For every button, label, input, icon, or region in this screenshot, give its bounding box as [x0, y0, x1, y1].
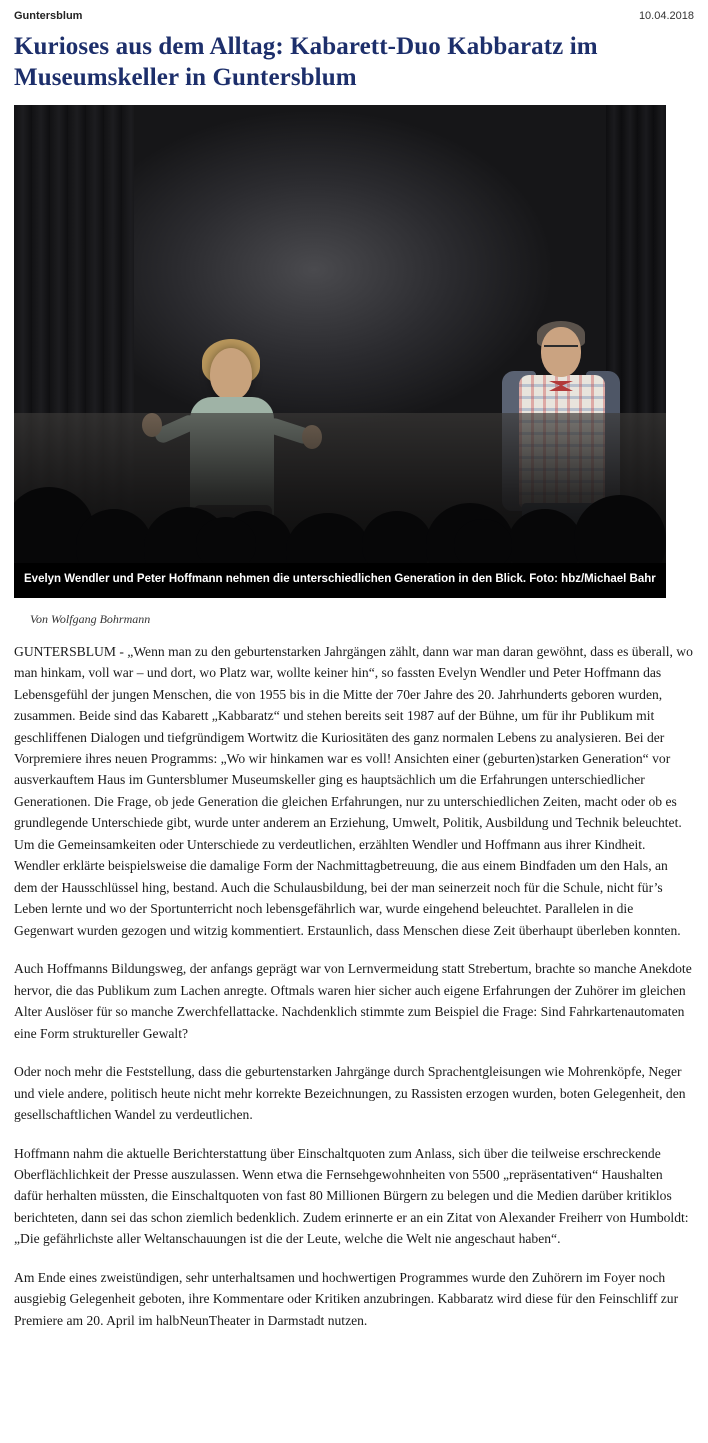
stage-photo: [14, 105, 666, 563]
publish-date: 10.04.2018: [638, 10, 694, 22]
article-paragraph: Oder noch mehr die Feststellung, dass die geburtenstarken Jahrgänge durch Sprachentgleisungen wie Mohrenköpfe, Neger und viele andere, politisch heute nicht mehr korrekte Bezeichnungen, zu Rassisten erzogen wurden, boten Gelegenheit, den gesellschaftlichen Wandel zu verdeutlichen.: [14, 1064, 686, 1123]
article-body: [14, 641, 694, 1332]
page-title: Kurioses aus dem Alltag: Kabarett-Duo Kabbaratz im Museumskeller in Guntersblum: [14, 33, 598, 91]
section-label: Guntersblum: [14, 10, 83, 22]
article-paragraph: Auch Hoffmanns Bildungsweg, der anfangs geprägt war von Lernvermeidung statt Strebertum, brachte so manche Anekdote hervor, die das Publikum zum Lachen anregte. Oftmals waren hier sicher auch eigene Erfahrungen der Zuhörer im gleichen Alter Auslöser für so manche Zwerchfellattacke. Nachdenklich stimmte zum Beispiel die Frage: Sind Fahrkartenautomaten eine Form struktureller Gewalt?: [14, 961, 692, 1041]
article-paragraph: Hoffmann nahm die aktuelle Berichterstattung über Einschaltquoten zum Anlass, sich über die teilweise erschreckende Oberflächlichkeit der Presse auszulassen. Wenn etwa die Fernsehgewohnheiten von 5500 „repräsentativen“ Haushalten dafür herhalten müssten, die Einschaltquoten von fast 80 Millionen Bürgern zu belegen und die Medien darüber kritiklos berichteten, dann sei das schon ziemlich bedenklich. Zudem erinnerte er an ein Zitat von Alexander Freiherr von Humboldt: „Die gefährlichste aller Weltanschauungen ist die der Leute, welche die Welt nie angeschaut haben“.: [14, 1145, 689, 1247]
performer-left-head: [210, 348, 252, 400]
image-caption: Evelyn Wendler und Peter Hoffmann nehmen die unterschiedlichen Generation in den Blick. Foto: hbz/Michael Bahr: [14, 563, 666, 598]
audience-head: [454, 519, 512, 563]
meta-bar: [14, 8, 694, 26]
glasses-icon: [544, 345, 578, 355]
article-paragraph: GUNTERSBLUM - „Wenn man zu den geburtenstarken Jahrgängen zählt, dann war man daran gewöhnt, dass es überall, wo man hinkam, voll war – und dort, wo Platz war, wollte keiner hin“, so fassten Evelyn Wendler und Peter Hoffmann das Lebensgefühl der jungen Menschen, die von 1955 bis in die Mitte der 70er Jahre des 20. Jahrhunderts geboren wurden, zusammen. Beide sind das Kabarett „Kabbaratz“ und stehen bereits seit 1987 auf der Bühne, um für ihr Publikum mit geschliffenen Dialogen und tiefgründigem Wortwitz die Kuriositäten des ganz normalen Lebens zu analysieren. Bei der Vorpremiere ihres neuen Programms: „Wo wir hinkamen war es voll! Ansichten einer (geburten)starken Generation“ vor ausverkauftem Haus im Guntersblumer Museumskeller ging es hauptsächlich um die Erfahrungen unterschiedlicher Generationen. Die Frage, ob jede Generation die gleichen Erfahrungen, nur zu unterschiedlichen Zeiten, macht oder ob es grundlegende Unterschiede gibt, wurde unter anderem an Erziehung, Umwelt, Politik, Ausbildung und Technik beleuchtet. Um die Gemeinsamkeiten oder Unterschiede zu verdeutlichen, erzählten Wendler und Hoffmann aus ihrer Kindheit. Wendler erklärte beispielsweise die damalige Form der Nachmittagbetreuung, die aus einem Bindfaden um den Hals, an dem der Hausschlüssel hing, bestand. Auch die Schulausbildung, bei der man seinerzeit noch für die Schule, nicht für’s Leben lernte und wo der Sportunterricht noch lebensgefährlich war, wurde eingehend beleuchtet. Parallelen in die Gegenwart wurden gezogen und witzig kommentiert. Erstaunlich, dass Menschen diese Zeit überhaupt überleben konnten.: [14, 643, 693, 938]
audience-head: [196, 517, 256, 563]
article-paragraph: Am Ende eines zweistündigen, sehr unterhaltsamen und hochwertigen Programmes wurde den Zuhörern im Foyer noch ausgiebig Gelegenheit geboten, ihre Kommentare oder Kritiken anzubringen. Kabbaratz wird diese für den Feinschliff zur Premiere am 20. April im halbNeunTheater in Darmstadt nutzen.: [14, 1269, 679, 1328]
article-figure: [14, 105, 666, 598]
byline: Von Wolfgang Bohrmann: [30, 611, 151, 626]
